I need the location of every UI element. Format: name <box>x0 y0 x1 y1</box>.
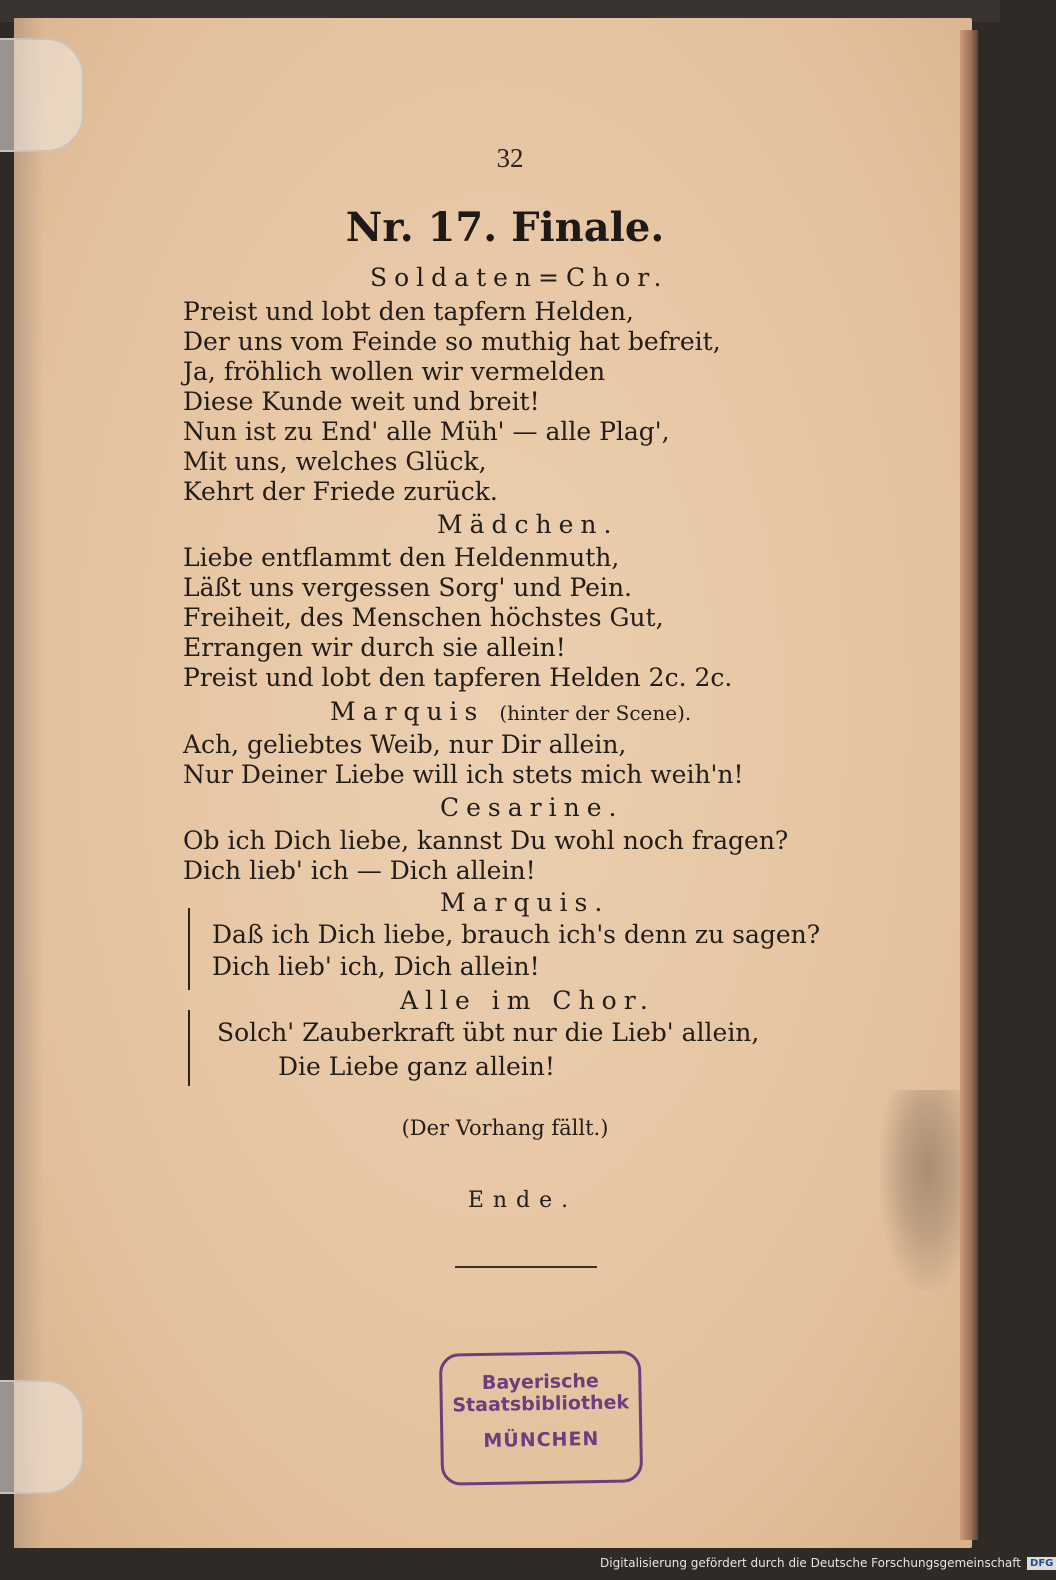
credit-text: Digitalisierung gefördert durch die Deutsche Forschungsgemeinschaft <box>600 1556 1022 1570</box>
stamp-line: MÜNCHEN <box>483 1427 600 1453</box>
speaker-name: Marquis <box>330 697 485 726</box>
stamp-line: Staatsbibliothek <box>452 1391 630 1417</box>
verse-line: Solch' Zauberkraft übt nur die Lieb' allein, <box>217 1018 760 1047</box>
closing-rule <box>455 1266 597 1268</box>
verse-line: Dich lieb' ich, Dich allein! <box>212 952 540 981</box>
verse-line: Preist und lobt den tapfern Helden, <box>183 297 634 326</box>
verse-line: Mit uns, welches Glück, <box>183 447 487 476</box>
end-marker: Ende. <box>467 1188 578 1213</box>
verse-line: Daß ich Dich liebe, brauch ich's denn zu sagen? <box>212 920 821 949</box>
verse-line: Preist und lobt den tapferen Helden 2c. 2c. <box>183 663 733 692</box>
verse-line: Die Liebe ganz allein! <box>278 1052 555 1081</box>
page-number: 32 <box>496 143 524 173</box>
verse-line: Ja, fröhlich wollen wir vermelden <box>183 357 606 386</box>
speaker-all-chorus: Alle im Chor. <box>400 986 655 1015</box>
scanner-clip-top <box>0 38 84 152</box>
stage-direction-inline: (hinter der Scene). <box>499 701 692 725</box>
verse-line: Der uns vom Feinde so muthig hat befreit, <box>183 327 721 356</box>
verse-line: Errangen wir durch sie allein! <box>183 633 566 662</box>
speaker-marquis <box>330 697 691 726</box>
verse-line: Kehrt der Friede zurück. <box>183 477 498 506</box>
verse-line: Läßt uns vergessen Sorg' und Pein. <box>183 573 632 602</box>
verse-line: Diese Kunde weit und breit! <box>183 387 540 416</box>
chorus-bracket <box>188 1010 198 1086</box>
duet-bracket <box>188 908 198 990</box>
verse-line: Nun ist zu End' alle Müh' — alle Plag', <box>183 417 670 446</box>
section-heading: Nr. 17. Finale. <box>345 204 665 251</box>
page-edge <box>960 30 978 1540</box>
stage-direction: (Der Vorhang fällt.) <box>401 1116 609 1140</box>
speaker-soldiers-chorus: Soldaten=Chor. <box>370 263 669 292</box>
verse-line: Ob ich Dich liebe, kannst Du wohl noch fragen? <box>183 826 789 855</box>
scanner-clip-bottom <box>0 1380 84 1494</box>
dfg-logo: DFG <box>1027 1557 1056 1570</box>
library-stamp <box>439 1350 643 1486</box>
verse-line: Ach, geliebtes Weib, nur Dir allein, <box>183 730 627 759</box>
speaker-maedchen: Mädchen. <box>437 510 619 539</box>
speaker-marquis-2: Marquis. <box>440 888 610 917</box>
stamp-line: Bayerische <box>481 1369 599 1395</box>
verse-line: Dich lieb' ich — Dich allein! <box>183 856 536 885</box>
verse-line: Liebe entflammt den Heldenmuth, <box>183 543 620 572</box>
digitization-credit <box>600 1551 1054 1575</box>
speaker-cesarine: Cesarine. <box>440 793 624 822</box>
verse-line: Nur Deiner Liebe will ich stets mich weih'n! <box>183 760 744 789</box>
verse-line: Freiheit, des Menschen höchstes Gut, <box>183 603 664 632</box>
